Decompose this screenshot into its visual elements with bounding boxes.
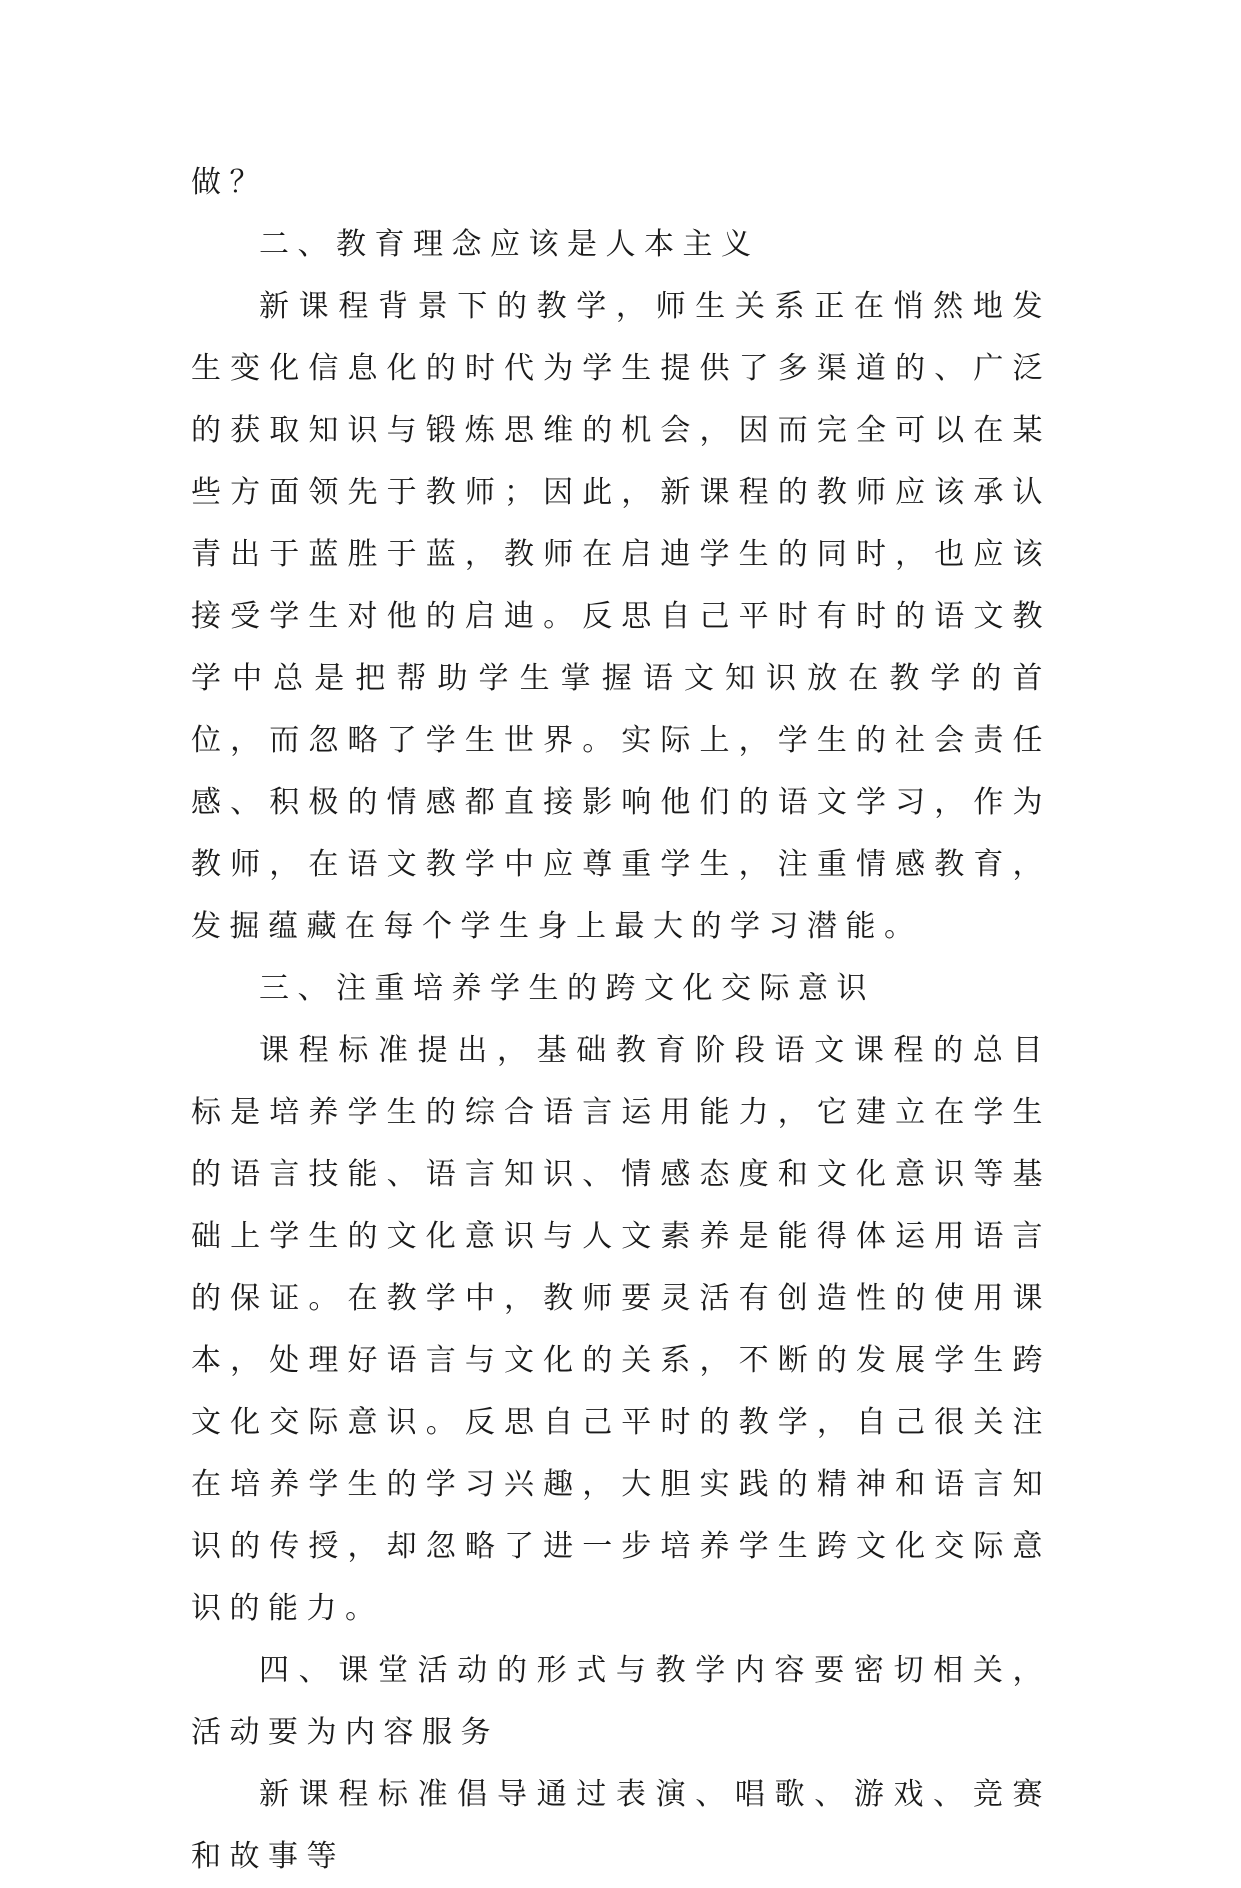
document-page — [191, 152, 1051, 1888]
paragraph-continuation: 做？ — [191, 165, 268, 200]
section-heading-3: 三、注重培养学生的跨文化交际意识 — [259, 971, 875, 1006]
section-heading-4: 四、课堂活动的形式与教学内容要密切相关，活动要为内容服务 — [191, 1653, 1051, 1750]
paragraph-body: 新课程背景下的教学，师生关系正在悄然地发生变化信息化的时代为学生提供了多渠道的、广泛的获取知识与锻炼思维的机会，因而完全可以在某些方面领先于教师；因此，新课程的教师应该承认青出于蓝胜于蓝，教师在启迪学生的同时，也应该接受学生对他的启迪。反思自己平时有时的语文教学中总是把帮助学生掌握语文知识放在教学的首位，而忽略了学生世界。实际上，学生的社会责任感、积极的情感都直接影响他们的语文学习，作为教师，在语文教学中应尊重学生，注重情感教育，发掘蕴藏在每个学生身上最大的学习潜能。 — [191, 289, 1051, 944]
paragraph-body: 新课程标准倡导通过表演、唱歌、游戏、竞赛和故事等 — [191, 1777, 1051, 1874]
paragraph-body: 课程标准提出，基础教育阶段语文课程的总目标是培养学生的综合语言运用能力，它建立在学生的语言技能、语言知识、情感态度和文化意识等基础上学生的文化意识与人文素养是能得体运用语言的保证。在教学中，教师要灵活有创造性的使用课本，处理好语言与文化的关系，不断的发展学生跨文化交际意识。反思自己平时的教学，自己很关注在培养学生的学习兴趣，大胆实践的精神和语言知识的传授，却忽略了进一步培养学生跨文化交际意识的能力。 — [191, 1033, 1051, 1626]
section-heading-2: 二、教育理念应该是人本主义 — [259, 227, 760, 262]
